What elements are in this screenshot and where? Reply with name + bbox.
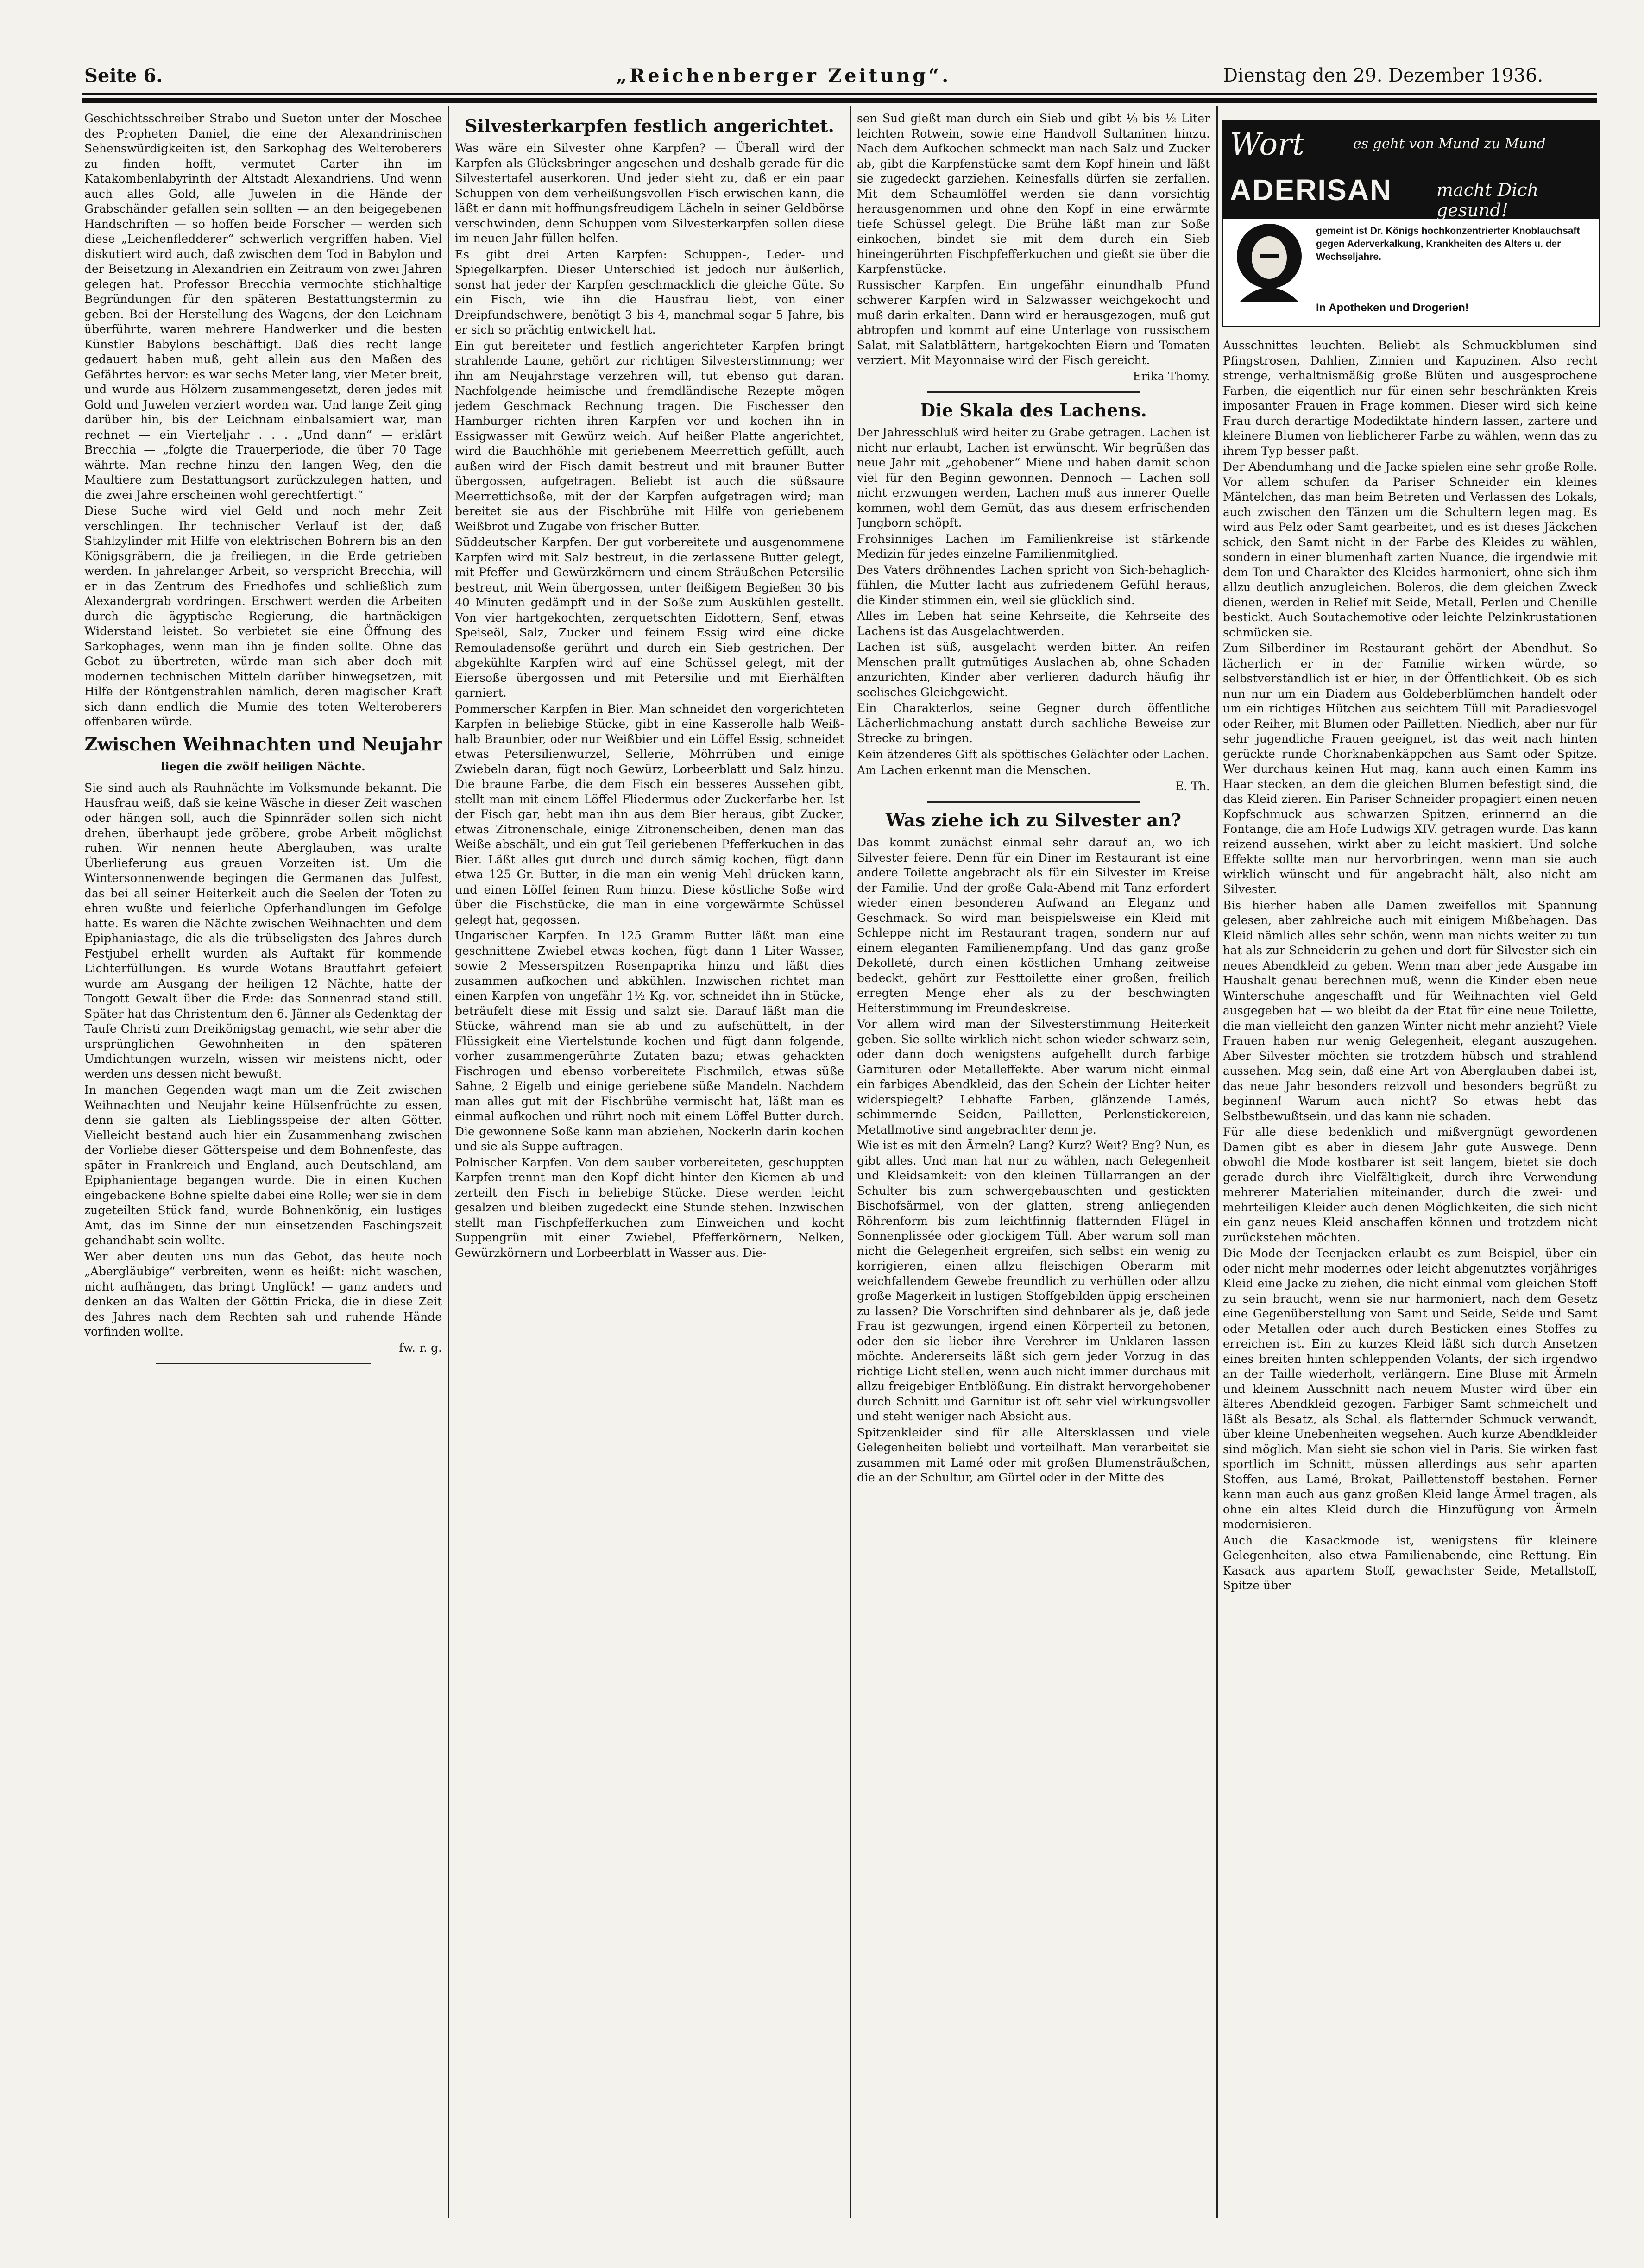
headline-silvesterkarpfen: Silvesterkarpfen festlich angerichtet. [465, 115, 834, 136]
article-paragraph: Lachen ist süß, ausgelacht werden bitter. An reifen Menschen prallt gutmütiges Auslachen ab, ohne Schaden anzurichten, Kinder aber verlieren dadurch häufig ihr seelisches Gleichgewicht. [857, 640, 1210, 699]
recipe-paragraph: Pommerscher Karpfen in Bier. Man schneidet den vorgerichteten Karpfen in beliebige Stücke, gibt in eine Kasserolle halb Weiß- halb Braunbier, oder nur Weißbier und ein Löffel Essig, schneidet etwas Petersilienwurzel, Sellerie, Möhrrüben und einige Zwiebeln daran, fügt noch Gewürz, Lorbeerblatt und Salz hinzu. Die braune Farbe, die dem Fisch ein besseres Aussehen gibt, stellt man mit einem Löffel Fliedermus oder Zuckerfarbe her. Ist der Fisch gar, hebt man ihn aus dem Bier heraus, gibt Zucker, etwas Zitronenschale, einige Zitronenscheiben, denen man das Weiße abschält, und ein gut Teil geriebenen Pfefferkuchen in das Bier. Läßt alles gut durch und durch sämig kochen, fügt dann etwa 125 Gr. Butter, in die man ein wenig Mehl drücken kann, und einen Löffel feinen Rum hinzu. Diese köstliche Soße wird über die Fischstücke, die man in eine vorgewärmte Schüssel gelegt hat, gegossen. [455, 702, 844, 926]
ad-slogan-2: macht Dich gesund! [1436, 180, 1539, 220]
article-paragraph: Der Jahresschluß wird heiter zu Grabe getragen. Lachen ist nicht nur erlaubt, Lachen ist erwünscht. Wir begrüßen das neue Jahr mit „gehobener“ Miene und haben damit schon viel für den Beginn gewonnen. Dennoch — Lachen soll nicht erzwungen werden, Lachen muß aus innerer Quelle kommen, wohl dem Gemüt, das aus diesem erfrischenden Jungborn schöpft. [857, 426, 1210, 529]
author-signature: Erika Thomy. [1133, 369, 1210, 383]
subheadline-weihnachten: liegen die zwölf heiligen Nächte. [161, 759, 365, 773]
portrait-illustration-icon [1235, 221, 1304, 302]
column-divider-3 [1216, 106, 1218, 2218]
header-rule-thick [82, 98, 1597, 103]
ad-slogan-1: es geht von Mund zu Mund [1353, 136, 1546, 152]
article-paragraph: Bis hierher haben alle Damen zweifellos mit Spannung gelesen, aber zahlreiche auch mit einigem Mißbehagen. Das Kleid nämlich alles sehr schön, wenn man nichts weiter zu tun hat als zur Schneiderin zu gehen und dort für Silvester sich ein neues Abendkleid zu geben. Wenn man aber jede Ausgabe im Haushalt genau berechnen muß, wenn die Kinder eben neue Winterschuhe angeschafft und für Weihnachten viel Geld ausgegeben hat — wo bleibt da der Etat für eine neue Toilette, die man vielleicht den ganzen Winter nicht mehr anzieht? Viele Frauen haben nur wenig Gelegenheit, elegant auszugehen. Aber Silvester möchten sie trotzdem hübsch und strahlend aussehen. Mag sein, daß eine Art von Aberglauben dabei ist, das neue Jahr besonders reizvoll und besonders begrüßt zu beginnen! Warum auch nicht? So etwas hebt das Selbstbewußtsein, und das kann nie schaden. [1223, 898, 1597, 1123]
aderisan-advertisement [1222, 120, 1600, 327]
article-paragraph: Des Vaters dröhnendes Lachen spricht von Sich-behaglich-fühlen, die Mutter lacht aus zufriedenem Gefühl heraus, die Kinder stimmen ein, weil sie glücklich sind. [857, 563, 1210, 607]
article-paragraph: Ausschnittes leuchten. Beliebt als Schmuckblumen sind Pfingstrosen, Dahlien, Zinnien und Kapuzinen. Also recht strenge, verhaltnismäßig große Blüten und ausgesprochene Farben, die eigentlich nur für einen sehr beschränkten Kreis imposanter Frauen in Frage kommen. Dieser wird sich keine Frau durch derartige Modediktate hindern lassen, zartere und kleinere Blumen von lieblicherer Farbe zu wählen, wenn das zu ihrem Typ besser paßt. [1223, 339, 1597, 458]
article-paragraph: Alles im Leben hat seine Kehrseite, die Kehrseite des Lachens ist das Ausgelachtwerden. [857, 609, 1210, 638]
article-paragraph: Ein gut bereiteter und festlich angerichteter Karpfen bringt strahlende Laune, gehört zur richtigen Silvesterstimmung; wer ihn am Neujahrstage verzehren will, tut ebenso gut daran. Nachfolgende heimische und fremdländische Rezepte mögen jedem Geschmack Rechnung tragen. Die Fischesser den Hamburger richten ihren Karpfen vor und kochen ihn in Essigwasser mit Gewürz weich. Auf heißer Platte angerichtet, wird die Bauchhöhle mit geriebenem Meerrettich gefüllt, auch außen wird der Fisch damit bestreut und mit brauner Butter übergossen, aufgetragen. Beliebt ist auch die süßsaure Meerrettichsoße, mit der der Karpfen aufgetragen wird; man bereitet sie aus der Fischbrühe mit Hilfe von geriebenem Weißbrot und Zugabe von frischer Butter. [455, 339, 844, 533]
column-1 [84, 111, 442, 2233]
ad-availability: In Apotheken und Drogerien! [1316, 302, 1469, 314]
article-separator [156, 1363, 370, 1364]
ad-banner [1223, 122, 1599, 219]
column-divider-2 [850, 106, 851, 2218]
article-paragraph: Sie sind auch als Rauhnächte im Volksmunde bekannt. Die Hausfrau weiß, daß sie keine Wäsche in dieser Zeit waschen oder hängen soll, auch die Spinnräder sollen sich nicht drehen, überhaupt jede gröbere, grobe Arbeit möglichst ruhen. Wir nennen heute Aberglauben, was uralte Überlieferung aus grauen Vorzeiten ist. Um die Wintersonnenwende begingen die Germanen das Julfest, das bei all seiner Heiterkeit auch die Seelen der Toten zu ehren wußte und feierliche Opferhandlungen im Gefolge hatte. Es waren die Nächte zwischen Weihnachten und dem Epiphaniastage, die als die trübseligsten des Jahres durch Festjubel erhellt wurden als Auftakt für kommende Lichterfüllungen. Es wurde Wotans Brautfahrt gefeiert wurde am Ausgang der heiligen 12 Nächte, hatte der Tongott Gewalt über die Erde: das Sonnenrad stand still. Später hat das Christentum den 6. Jänner als Gedenktag der Taufe Christi zum Dreikönigstag gemacht, wie sehr aber die ursprünglichen Gewohnheiten in den späteren Umdichtungen wurzeln, wissen wir meistens nicht, oder werden uns dessen nicht bewußt. [84, 781, 442, 1081]
column-2 [455, 111, 844, 2233]
article-separator [927, 391, 1139, 393]
article-paragraph: Frohsinniges Lachen im Familienkreise ist stärkende Medizin für jedes einzelne Familienmitglied. [857, 532, 1210, 561]
ad-description: gemeint ist Dr. Königs hochkonzentrierter Knoblauchsaft gegen Aderverkalkung, Krankheiten des Alters u. der Wechseljahre. [1316, 226, 1580, 262]
ad-brand-name: ADERISAN [1230, 173, 1392, 207]
article-paragraph: Vor allem wird man der Silvesterstimmung Heiterkeit geben. Sie sollte wirklich nicht schon wieder schwarz sein, oder dann doch wenigstens aufgehellt durch farbige Garnituren oder Metalleffekte. Aber warum nicht einmal ein farbiges Abendkleid, das den Schein der Lichter heiter widerspiegelt? Lebhafte Farben, glänzende Lamés, schimmernde Seiden, Pailletten, Perlenstickereien, Metallmotive sind angebrachter denn je. [857, 1017, 1210, 1136]
article-paragraph: Geschichtsschreiber Strabo und Sueton unter der Moschee des Propheten Daniel, die eine der Alexandrinischen Sehenswürdigkeiten ist, den Sarkophag des Welteroberers zu finden hofft, vermutet Carter ihn im Katakombenlabyrinth der Altstadt Alexandriens. Und wenn auch alles Gold, alle Juwelen in die Hände der Grabschänder gefallen sein sollten — an den beigegebenen Handschriften — so hoffen beide Forscher — werden sich diese „Leichenfledderer“ schwerlich vergriffen haben. Viel diskutiert wird auch, daß zwischen dem Tod in Babylon und der Beisetzung in Alexandrien ein Zeitraum von zwei Jahren gelegen hat. Professor Brecchia vermochte stichhaltige Begründungen für den späteren Bestattungstermin zu geben. Bei der Herstellung des Wagens, der den Leichnam überführte, waren mehrere Handwerker und die besten Künstler Babylons beschäftigt. Daß dies recht lange gedauert haben muß, geht allein aus den Maßen des Gefährtes hervor: es war sechs Meter lang, vier Meter breit, und wurde aus Hölzern zusammengesetzt, deren jedes mit Gold und Juwelen verziert worden war. Und lange Zeit ging darüber hin, bis der Leichnam einbalsamiert war, man rechnet — ein Vierteljahr . . . „Und dann“ — erklärt Brecchia — „folgte die Trauerperiode, die über 70 Tage währte. Man rechne hinzu den langen Weg, den die Maultiere zum Bestattungsort zurückzulegen hatten, und die zwei Jahre erscheinen wohl gerechtfertigt.“ [84, 112, 442, 502]
author-signature: E. Th. [1175, 779, 1210, 793]
recipe-paragraph: sen Sud gießt man durch ein Sieb und gibt ⅛ bis ½ Liter leichten Rotwein, sowie eine Handvoll Sultaninen hinzu. Nach dem Aufkochen schmeckt man nach Salz und Zucker ab, gibt die Karpfenstücke samt dem Kopf hinein und läßt sie zugedeckt garziehen. Keinesfalls dürfen sie zerfallen. Mit dem Schaumlöffel werden sie dann vorsichtig herausgenommen und ohne den Kopf in eine erwärmte tiefe Schüssel gelegt. Die Brühe läßt man zur Soße einkochen, bindet sie mit dem durch ein Sieb hineingerührten Fischpfefferkuchen und gießt sie über die Karpfenstücke. [857, 112, 1210, 276]
article-paragraph: Zum Silberdiner im Restaurant gehört der Abendhut. So lächerlich er in der Familie wirken würde, so selbstverständlich ist er hier, in der Öffentlichkeit. Ob es sich nun nur um ein Diadem aus Goldeberblümchen handelt oder um ein richtiges Hütchen aus seichtem Tüll mit Paradiesvogel oder Reiher, mit Blumen oder Pailletten. Niedlich, aber nur für sehr jugendliche Frauen geeignet, ist das weit nach hinten gerückte runde Chorknabenkäppchen aus Samt oder Spitze. Wer durchaus keinen Hut mag, kann auch einen Kamm ins Haar stecken, an dem die gleichen Blumen befestigt sind, die das Kleid zieren. Ein Pariser Schneider propagiert einen neuen Kopfschmuck aus schwarzen Spitzen, erinnernd an die Fontange, die am Hofe Ludwigs XIV. getragen wurde. Das kann reizend aussehen, wirkt aber zu leicht maskiert. Und solche Effekte sollte man nur hervorbringen, wenn man sie auch wirklich wünscht und für angebracht hält, also nicht am Silvester. [1223, 642, 1597, 896]
issue-date: Dienstag den 29. Dezember 1936. [1223, 65, 1543, 86]
article-paragraph: Was wäre ein Silvester ohne Karpfen? — Überall wird der Karpfen als Glücksbringer angesehen und deshalb gerade für die Silvestertafel auserkoren. Und jeder sieht zu, daß er ein paar Schuppen von dem verheißungsvollen Fisch erwischen kann, die läßt er dann mit hoffnungsfreudigem Lächeln in seiner Geldbörse verschwinden, denn Schuppen vom Silvesterkarpfen sollen diese im neuen Jahr füllen helfen. [455, 141, 844, 245]
article-paragraph: Auch die Kasackmode ist, wenigstens für kleinere Gelegenheiten, also etwa Familienabende, eine Rettung. Ein Kasack aus apartem Stoff, gewachster Seide, Metallstoff, Spitze über [1223, 1533, 1597, 1592]
recipe-paragraph: Russischer Karpfen. Ein ungefähr einundhalb Pfund schwerer Karpfen wird in Salzwasser weichgekocht und muß darin erkalten. Dann wird er herausgezogen, muß gut abtropfen und kommt auf eine Unterlage von russischem Salat, mit Salatblättern, hartgekochten Eiern und Tomaten verziert. Mit Mayonnaise wird der Fisch gereicht. [857, 278, 1210, 367]
column-divider-1 [448, 106, 449, 2218]
headline-silvester-kleidung: Was ziehe ich zu Silvester an? [885, 810, 1182, 831]
article-paragraph: Am Lachen erkennt man die Menschen. [857, 763, 1091, 777]
article-paragraph: Das kommt zunächst einmal sehr darauf an, wo ich Silvester feiere. Denn für ein Diner im Restaurant ist eine andere Toilette angebracht als für ein Silvester im Kreise der Familie. Und der große Gala-Abend mit Tanz erfordert wieder einen besonderen Aufwand an Eleganz und Geschmack. So wird man beispielsweise ein Kleid mit Schleppe nicht im Restaurant tragen, sondern nur auf einem eleganten Familienempfang. Und das ganz große Dekolleté, durch einen köstlichen Umhang zeitweise bedeckt, gehört zur Festtoilette einer großen, freilich erregten Menge eher als zu der beschwingten Heiterstimmung im Freundeskreise. [857, 836, 1210, 1015]
article-paragraph: In manchen Gegenden wagt man um die Zeit zwischen Weihnachten und Neujahr keine Hülsenfrüchte zu essen, denn sie galten als Lieblingsspeise der alten Götter. Vielleicht bestand auch hier ein Zusammenhang zwischen der Vorliebe dieser Götterspeise und dem Bohnenfeste, das später in Frankreich und England, auch Deutschland, am Epiphanientage begangen wurde. Die in einen Kuchen eingebackene Bohne spielte dabei eine Rolle; wer sie in dem zugeteilten Stück fand, wurde Bohnenkönig, ein lustiges Amt, das im Sinne der nun einsetzenden Faschingszeit gehandhabt sein wollte. [84, 1083, 442, 1247]
article-paragraph: Es gibt drei Arten Karpfen: Schuppen-, Leder- und Spiegelkarpfen. Dieser Unterschied ist jedoch nur äußerlich, sonst hat jeder der Karpfen geschmacklich die gleiche Güte. So ein Fisch, wie ihn die Hausfrau liebt, von einer Dreipfundschwere, benötigt 3 bis 4, manchmal sogar 5 Jahre, bis er sich so prächtig entwickelt hat. [455, 247, 844, 336]
headline-weihnachten: Zwischen Weihnachten und Neujahr [84, 733, 442, 755]
article-separator [927, 801, 1139, 803]
header-rule-thin [82, 93, 1597, 94]
page-number: Seite 6. [84, 65, 163, 87]
column-3 [857, 111, 1210, 2233]
article-paragraph: Wer aber deuten uns nun das Gebot, das heute noch „Abergläubige“ verbreiten, wenn es heißt: nicht waschen, nicht aufhängen, das bringt Unglück! — ganz anders und denken an das Walten der Göttin Fricka, die in diese Zeit des Jahres nach dem Rechten sah und ruhende Hände vorfinden wollte. [84, 1249, 442, 1338]
article-paragraph: Diese Suche wird viel Geld und noch mehr Zeit verschlingen. Ihr technischer Verlauf ist der, daß Stahlzylinder mit Hilfe von elektrischen Bohrern bis an den Königsgräbern, die ja freiliegen, in die Erde getrieben werden. In jahrelanger Arbeit, so verspricht Brecchia, will er in das Zentrum des Friedhofes und schließlich zum Alexandergrab vordringen. Erschwert werden die Arbeiten durch die ägyptische Regierung, die hartnäckigen Widerstand leistet. So verbietet sie eine Öffnung des Sarkophages, wenn man ihn je finden sollte. Ohne das Gebot zu übertreten, würde man sich aber doch mit modernen technischen Mitteln darüber hinwegsetzen, mit Hilfe der Röntgenstrahlen nämlich, deren magischer Kraft sich dann endlich die Mumie des toten Welteroberers offenbaren würde. [84, 504, 442, 728]
article-paragraph: Die Mode der Teenjacken erlaubt es zum Beispiel, über ein oder nicht mehr modernes oder leicht abgenutztes vorjähriges Kleid eine Jacke zu ziehen, die nicht einmal vom gleichen Stoff zu sein braucht, wenn sie nur harmoniert, nach dem Gesetz eine Gegenüberstellung von Samt und Seide, Seide und Samt oder Metallen oder auch durch Besticken eines Stoffes zu erreichen ist. Ein zu kurzes Kleid läßt sich durch Ansetzen eines breiten hinten schleppenden Volants, der sich irgendwo an der Taille wiederholt, verlängern. Eine Bluse mit Ärmeln und kleinem Ausschnitt nach neuem Muster wird über ein älteres Abendkleid gezogen. Farbiger Samt schmeichelt und läßt als Besatz, als Schal, als flatternder Schmuck verwandt, über kleine Unebenheiten wegsehen. Auch kurze Abendkleider sind möglich. Man sieht sie schon viel in Paris. Sie wirken fast sportlich im Schnitt, müssen allerdings aus sehr aparten Stoffen, aus Lamé, Brokat, Paillettenstoff bestehen. Ferner kann man auch aus ganz großen Kleid lange Ärmel tragen, als ohne ein altes Kleid durch die Hinzufügung von Ärmeln modernisieren. [1223, 1247, 1597, 1531]
ad-word: Wort [1230, 126, 1305, 162]
article-paragraph: Spitzenkleider sind für alle Altersklassen und viele Gelegenheiten beliebt und vorteilhaft. Man verarbeitet sie zusammen mit Lamé oder mit großen Blumensträußchen, die an der Schultur, am Gürtel oder in der Mitte des [857, 1425, 1210, 1484]
article-paragraph: Der Abendumhang und die Jacke spielen eine sehr große Rolle. Vor allem schufen da Pariser Schneider ein kleines Mäntelchen, das man beim Betreten und Verlassen des Lokals, auch zwischen den Tänzen um die Schultern legen mag. Es wird aus Pelz oder Samt gearbeitet, und es ist dieses Jäckchen schick, den Samt nicht in der Farbe des Kleides zu wählen, sondern in einer blumenhaft zarten Nuance, die irgendwie mit dem Ton und Charakter des Kleides harmoniert, ohne sich ihm allzu deutlich anzugleichen. Boleros, die dem gleichen Zweck dienen, werden in Relief mit Seide, Metall, Perlen und Chenille bestickt. Auch Soutachemotive oder leichte Pelzinkrustationen schmücken sie. [1223, 460, 1597, 639]
article-paragraph: Für alle diese bedenklich und mißvergnügt gewordenen Damen gibt es aber in diesem Jahr gute Auswege. Denn obwohl die Mode kostbarer ist seit langem, bietet sie doch gerade durch ihre Vielfältigkeit, durch ihre Verwendung mehrerer Materialien miteinander, durch die zwei- und mehrteiligen Kleider auch denen Möglichkeiten, die sich nicht ein ganz neues Kleid anschaffen können und trotzdem nicht zurückstehen möchten. [1223, 1125, 1597, 1244]
article-paragraph: Ein Charakterlos, seine Gegner durch öffentliche Lächerlichmachung anstatt durch sachliche Beweise zur Strecke zu bringen. [857, 701, 1210, 745]
recipe-paragraph: Süddeutscher Karpfen. Der gut vorbereitete und ausgenommene Karpfen wird mit Salz bestreut, in die zerlassene Butter gelegt, mit Pfeffer- und Gewürzkörnern und einem Sträußchen Petersilie bestreut, mit Wein übergossen, unter fleißigem Begießen 30 bis 40 Minuten gedämpft und in der Soße zum Auskühlen gestellt. Von vier hartgekochten, zerquetschten Eidottern, Senf, etwas Speiseöl, Salz, Zucker und feinem Essig wird eine dicke Remouladensoße gerührt und durch ein Sieb gestrichen. Der abgekühlte Karpfen wird auf eine Schüssel gelegt, mit der Eiersoße übergossen und mit Petersilie und mit Eierhälften garniert. [455, 536, 844, 699]
recipe-paragraph: Polnischer Karpfen. Von dem sauber vorbereiteten, geschuppten Karpfen trennt man den Kopf dicht hinter den Kiemen ab und zerteilt den Fisch in beliebige Stücke. Diese werden leicht gesalzen und bleiben zugedeckt eine Stunde stehen. Inzwischen stellt man Fischpfefferkuchen zum Einweichen und kocht Suppengrün mit einer Zwiebel, Pfefferkörnern, Nelken, Gewürzkörnern und Lorbeerblatt in Wasser aus. Die- [455, 1155, 844, 1260]
article-paragraph: Wie ist es mit den Ärmeln? Lang? Kurz? Weit? Eng? Nun, es gibt alles. Und man hat nur zu wählen, nach Gelegenheit und Kleidsamkeit: von den kleinen Tüllarrangen an der Schulter bis zum schwergebauschten und gestickten Bischofsärmel, von der glatten, streng anliegenden Röhrenform bis zum leichtfinnig flatternden Flügel in Sonnenplissée oder glockigem Tüll. Aber warum soll man nicht die Gelegenheit ergreifen, sich selbst ein wenig zu korrigieren, einen allzu fleischigen Oberarm mit weichfallendem Gewebe freundlich zu verhüllen oder allzu große Magerkeit in lustigen Stoffgebilden üppig erscheinen zu lassen? Die Vorschriften sind dehnbarer als je, daß jede Frau ist gezwungen, irgend einen Körperteil zu betonen, oder den sie lieber ihre Verehrer im Unklaren lassen möchte. Andererseits läßt sich gern jeder Vorzug in das richtige Licht stellen, wenn auch nicht immer durchaus mit allzu freigebiger Entblößung. Ein distrakt hervorgehobener durch Schnitt und Garnitur ist oft sehr viel wirkungsvoller und steht weniger nach Absicht aus. [857, 1139, 1210, 1423]
author-signature: fw. r. g. [399, 1341, 442, 1354]
recipe-paragraph: Ungarischer Karpfen. In 125 Gramm Butter läßt man eine geschnittene Zwiebel etwas kochen, fügt dann 1 Liter Wasser, sowie 2 Messerspitzen Rosenpaprika hinzu und läßt dies zusammen aufkochen und abkühlen. Inzwischen richtet man einen Karpfen von ungefähr 1½ Kg. vor, schneidet ihn in Stücke, beträufelt diese mit Essig und salzt sie. Darauf läßt man die Stücke, während man sie ab und zu aufschüttelt, in der Flüssigkeit eine Viertelstunde kochen und fügt dann folgende, vorher zusammengerührte Zutaten bazu; etwas gehackten Fischrogen und ebenso vorbereitete Fischmilch, etwas süße Sahne, 2 Eigelb und einige geriebene süße Mandeln. Nachdem man alles gut mit der Fischbrühe vermischt hat, läßt man es einmal aufkochen und rührt noch mit einem Löffel Butter durch. Die gewonnene Soße kann man abziehen, Nockerln darin kochen und sie als Suppe auftragen. [455, 929, 844, 1153]
column-4 [1223, 338, 1597, 2233]
headline-skala-des-lachens: Die Skala des Lachens. [920, 400, 1147, 421]
article-paragraph: Kein ätzenderes Gift als spöttisches Gelächter oder Lachen. [857, 747, 1209, 761]
newspaper-title: „Reichenberger Zeitung“. [616, 65, 951, 87]
